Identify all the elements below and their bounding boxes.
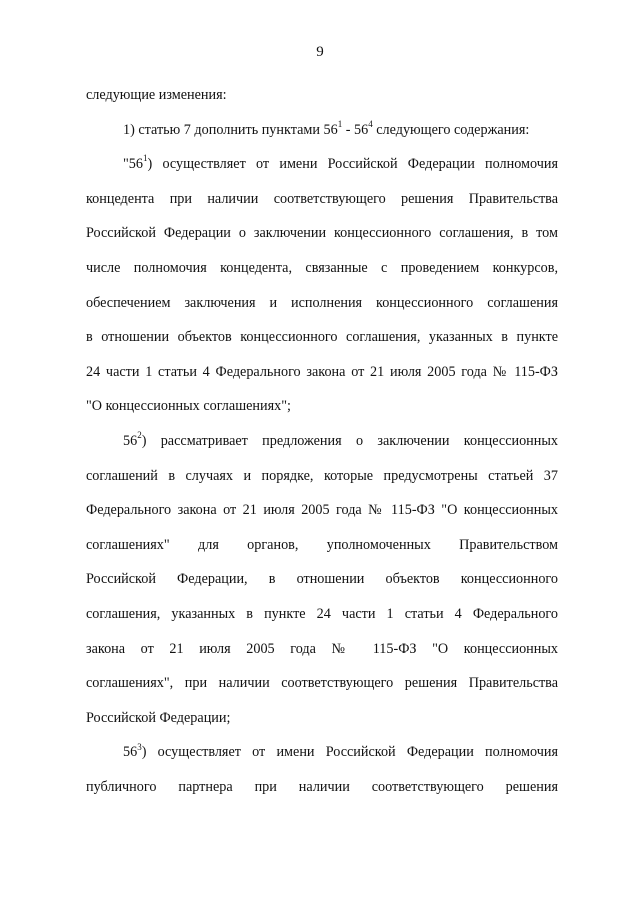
text-line: Российской Федерации, в отношении объектов концессионного	[86, 571, 558, 588]
text-line: числе полномочия концедента, связанные с проведением конкурсов,	[86, 259, 558, 276]
page-number: 9	[316, 44, 324, 60]
superscript: 4	[368, 118, 373, 129]
text-line: соглашениях" для органов, уполномоченных Правительством	[86, 536, 558, 553]
document-body	[86, 78, 558, 804]
text-line: "О концессионных соглашениях";	[86, 398, 291, 415]
text-line: закона от 21 июля 2005 года № 115-ФЗ "О концессионных	[86, 640, 558, 657]
superscript: 2	[137, 430, 142, 441]
text-line: 24 части 1 статьи 4 Федерального закона от 21 июля 2005 года № 115-ФЗ	[86, 363, 558, 380]
text-line: соглашениях", при наличии соответствующего решения Правительства	[86, 675, 558, 692]
text-line: соглашений в случаях и порядке, которые предусмотрены статьей 37	[86, 467, 558, 484]
text-line: соглашения, указанных в пункте 24 части 1 статьи 4 Федерального	[86, 605, 558, 622]
superscript: 1	[337, 118, 343, 129]
superscript: 3	[137, 741, 142, 752]
paragraph-first-line: "$56^1$) осуществляет от имени Российской Федерации полномочия	[123, 153, 558, 173]
text-line: Российской Федерации;	[86, 709, 231, 726]
paragraph-first-line: $56^2$) рассматривает предложения о заключении концессионных	[123, 430, 558, 449]
text-line: следующие изменения:	[86, 87, 227, 103]
list-item-heading: 1) статью 7 дополнить пунктами $56^1 - 56^4$ следующего содержания:	[123, 118, 530, 138]
text-line: в отношении объектов концессионного соглашения, указанных в пункте	[86, 329, 558, 346]
text-line: публичного партнера при наличии соответствующего решения	[86, 778, 558, 795]
text-line: Российской Федерации о заключении концессионного соглашения, в том	[86, 225, 558, 242]
text-line: обеспечением заключения и исполнения концессионного соглашения	[86, 294, 558, 311]
text-line: концедента при наличии соответствующего решения Правительства	[86, 190, 558, 207]
text-line: Федерального закона от 21 июля 2005 года № 115-ФЗ "О концессионных	[86, 502, 558, 519]
superscript: 1	[142, 153, 148, 164]
paragraph-first-line: $56^3$) осуществляет от имени Российской Федерации полномочия	[123, 741, 558, 761]
